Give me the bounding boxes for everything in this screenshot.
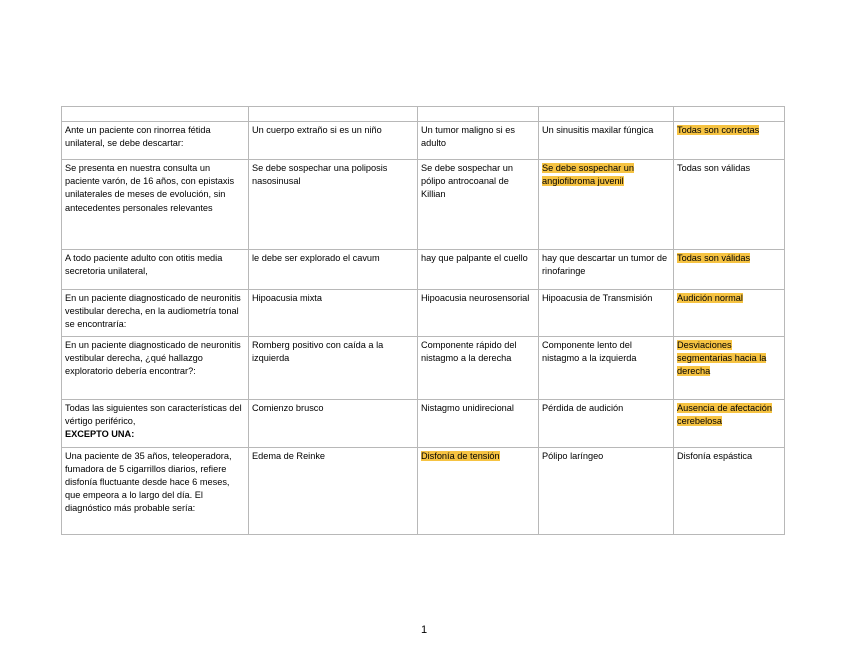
question-text: Todas las siguientes son características del vértigo periférico,	[65, 402, 242, 426]
option-a-cell	[249, 336, 418, 399]
option-c-cell	[539, 160, 674, 250]
highlighted-answer: Todas son válidas	[677, 253, 751, 263]
option-c-text: Pérdida de audición	[542, 402, 624, 413]
option-a-cell	[249, 122, 418, 160]
question-cell	[62, 290, 249, 337]
option-c-text: Componente lento del nistagmo a la izquierda	[542, 339, 637, 363]
question-text: En un paciente diagnosticado de neuronitis vestibular derecha, ¿qué hallazgo exploratorio debería encontrar?:	[65, 339, 241, 377]
option-d-cell	[674, 336, 785, 399]
table-row	[62, 122, 785, 160]
option-c-cell	[539, 336, 674, 399]
highlighted-answer: Disfonía de tensión	[421, 450, 500, 461]
option-b-cell	[418, 447, 539, 534]
option-b-text: Un tumor maligno si es adulto	[421, 125, 515, 149]
question-cell	[62, 399, 249, 447]
question-cell	[62, 122, 249, 160]
question-text: A todo paciente adulto con otitis media secretoria unilateral,	[65, 253, 223, 277]
question-cell	[62, 160, 249, 250]
option-c-cell	[539, 447, 674, 534]
option-a-text: Edema de Reinke	[252, 450, 326, 461]
option-c-text: Pólipo laríngeo	[542, 450, 604, 461]
highlighted-answer: Desviaciones segmentarias hacia la derecha	[677, 339, 767, 377]
option-b-cell	[418, 336, 539, 399]
table-row	[62, 250, 785, 290]
highlighted-answer: Ausencia de afectación cerebelosa	[677, 402, 773, 426]
option-b-text: Se debe sospechar un pólipo antrocoanal de Killian	[421, 163, 513, 200]
highlighted-answer: Audición normal	[677, 293, 743, 303]
option-a-text: Hipoacusia mixta	[252, 293, 322, 303]
empty-header-row	[62, 107, 785, 122]
option-d-text: Disfonía espástica	[677, 450, 753, 461]
option-a-text: Comienzo brusco	[252, 402, 324, 413]
question-text: Ante un paciente con rinorrea fétida unilateral, se debe descartar:	[65, 125, 211, 149]
option-a-cell	[249, 447, 418, 534]
table-row	[62, 399, 785, 447]
question-text: Se presenta en nuestra consulta un paciente varón, de 16 años, con epistaxis unilaterales de meses de evolución, sin antecedentes personales relevantes	[65, 163, 235, 213]
question-text: En un paciente diagnosticado de neuronitis vestibular derecha, en la audiometría tonal se encontraría:	[65, 293, 241, 330]
empty-cell	[539, 107, 674, 122]
option-a-text: Romberg positivo con caída a la izquierda	[252, 339, 384, 363]
option-b-cell	[418, 122, 539, 160]
option-b-cell	[418, 290, 539, 337]
option-c-cell	[539, 250, 674, 290]
question-cell	[62, 250, 249, 290]
option-b-text: Hipoacusia neurosensorial	[421, 293, 530, 303]
option-c-text: Un sinusitis maxilar fúngica	[542, 125, 654, 135]
option-b-cell	[418, 160, 539, 250]
option-b-cell	[418, 399, 539, 447]
question-cell	[62, 336, 249, 399]
table-row	[62, 290, 785, 337]
option-d-cell	[674, 447, 785, 534]
question-text: Una paciente de 35 años, teleoperadora, fumadora de 5 cigarrillos diarios, refiere disfonía fluctuante desde hace 6 meses, que empeora a lo largo del día. El diagnóstico más probable sería:	[65, 450, 232, 514]
option-b-cell	[418, 250, 539, 290]
empty-cell	[62, 107, 249, 122]
quiz-table	[61, 106, 785, 535]
option-b-text: Componente rápido del nistagmo a la derecha	[421, 339, 517, 363]
option-c-cell	[539, 122, 674, 160]
option-b-text: Nistagmo unidirecional	[421, 402, 514, 413]
table-row	[62, 336, 785, 399]
highlighted-answer: Todas son correctas	[677, 125, 760, 135]
empty-cell	[418, 107, 539, 122]
option-d-cell	[674, 290, 785, 337]
option-a-text: Un cuerpo extraño si es un niño	[252, 125, 382, 135]
empty-cell	[674, 107, 785, 122]
option-a-cell	[249, 290, 418, 337]
option-d-cell	[674, 399, 785, 447]
option-a-cell	[249, 399, 418, 447]
question-cell	[62, 447, 249, 534]
option-a-cell	[249, 250, 418, 290]
table-row	[62, 160, 785, 250]
page-number: 1	[420, 624, 428, 636]
empty-cell	[249, 107, 418, 122]
option-d-cell	[674, 160, 785, 250]
option-c-cell	[539, 290, 674, 337]
option-a-text: le debe ser explorado el cavum	[252, 253, 380, 263]
option-d-text: Todas son válidas	[677, 163, 751, 173]
option-d-cell	[674, 122, 785, 160]
table-row	[62, 447, 785, 534]
option-c-cell	[539, 399, 674, 447]
option-a-cell	[249, 160, 418, 250]
option-d-cell	[674, 250, 785, 290]
question-emphasis: EXCEPTO UNA:	[65, 429, 135, 440]
option-b-text: hay que palpante el cuello	[421, 253, 528, 263]
highlighted-answer: Se debe sospechar un angiofibroma juvenil	[542, 163, 634, 187]
option-a-text: Se debe sospechar una poliposis nasosinusal	[252, 163, 388, 187]
option-c-text: Hipoacusia de Transmisión	[542, 293, 653, 303]
option-c-text: hay que descartar un tumor de rinofaringe	[542, 253, 668, 277]
